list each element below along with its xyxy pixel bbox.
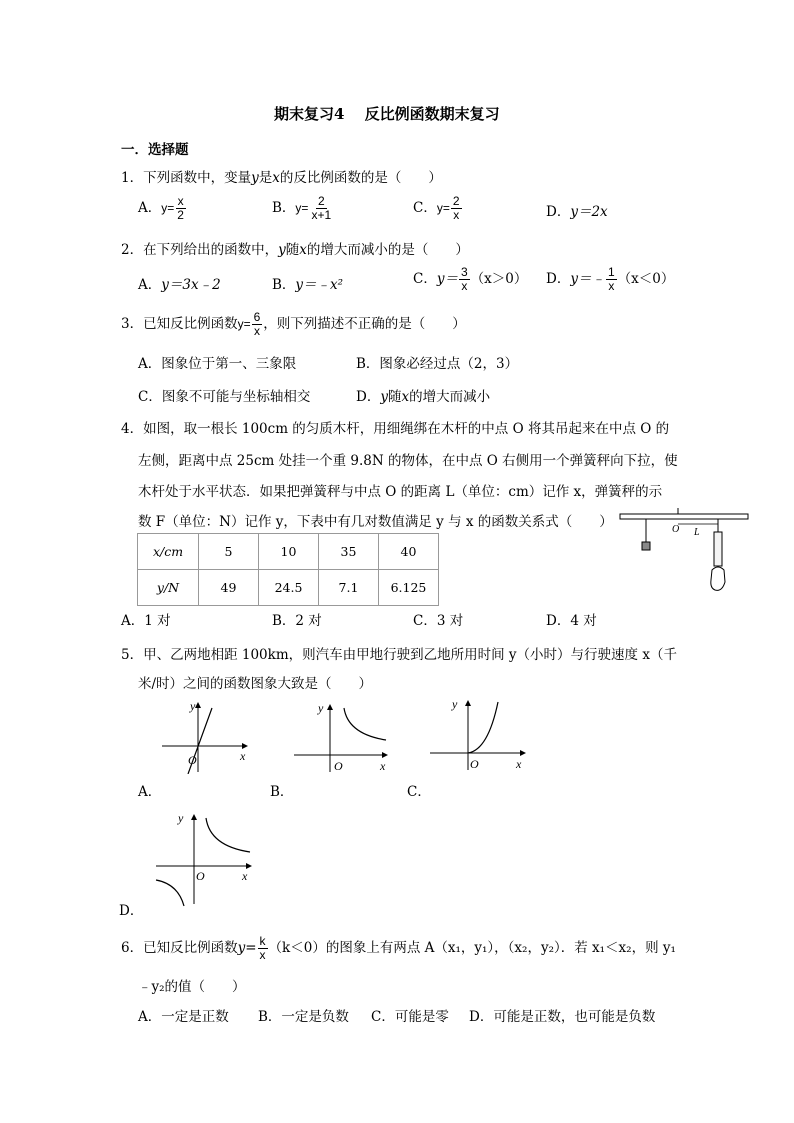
table-cell: 35	[319, 534, 379, 570]
q3-option-a: A．图象位于第一、三象限	[138, 356, 297, 372]
wooden-rod	[620, 514, 748, 519]
parabola-branch	[468, 702, 498, 753]
q1-option-a: A．y= $\frac{x}{2}$	[138, 194, 184, 222]
q5-line-1: 5．甲、乙两地相距 100km，则汽车由甲地行驶到乙地所用时间 y（小时）与行驶速度 x（千	[121, 647, 677, 663]
q5-line-2: 米/时）之间的函数图象大致是（ ）	[138, 676, 373, 692]
table-cell: 10	[259, 534, 319, 570]
table-cell: 5	[199, 534, 259, 570]
axis-label-x: x	[516, 757, 522, 771]
origin-label: O	[470, 757, 479, 771]
q2-option-c: C．y＝ $\frac{3}{x}$ （x＞0）	[413, 265, 528, 293]
y-axis-arrow-icon	[465, 700, 471, 706]
table-cell: y/N	[138, 570, 199, 606]
q6-option-a: A．一定是正数	[138, 1009, 229, 1025]
graph-a	[158, 698, 252, 774]
fig-label-O: O	[672, 524, 680, 535]
q2-option-b: B．y＝﹣x²	[272, 277, 344, 293]
axis-label-y: y	[178, 811, 184, 825]
spring-balance	[714, 532, 722, 566]
fig-label-L: L	[694, 527, 700, 538]
table-row	[138, 534, 439, 570]
q1-option-c: C．y= $\frac{2}{x}$	[413, 194, 460, 222]
q4-line-1: 4．如图，取一根长 100cm 的匀质木杆，用细绳绑在木杆的中点 O 将其吊起来在中点 O 的	[121, 421, 670, 437]
table-cell: 24.5	[259, 570, 319, 606]
origin-label: O	[188, 753, 197, 767]
axis-label-y: y	[190, 699, 196, 713]
q2-option-d: D．y＝﹣ $\frac{1}{x}$ （x＜0）	[546, 265, 675, 293]
hyperbola-branch-third-quadrant	[156, 880, 184, 906]
table-cell: 49	[199, 570, 259, 606]
y-axis-arrow-icon	[195, 702, 201, 708]
graph-c	[428, 696, 532, 772]
page-title: 期末复习4 反比例函数期末复习	[274, 105, 500, 123]
axis-label-y: y	[452, 697, 458, 711]
question-1-stem: 1．下列函数中，变量y是x的反比例函数的是（ ）	[121, 170, 442, 186]
y-axis-arrow-icon	[327, 704, 333, 710]
q6-option-d: D．可能是正数，也可能是负数	[469, 1009, 656, 1025]
q4-line-4: 数 F（单位：N）记作 y，下表中有几对数值满足 y 与 x 的函数关系式（ ）	[138, 514, 613, 530]
q4-option-a: A．1 对	[121, 613, 171, 629]
y-axis-arrow-icon	[191, 814, 197, 820]
q6-option-b: B．一定是负数	[258, 1009, 349, 1025]
q3-option-b: B．图象必经过点（2，3）	[356, 356, 519, 372]
graph-b	[292, 700, 392, 776]
table-cell: x/cm	[138, 534, 199, 570]
section-heading: 一．选择题	[121, 142, 189, 158]
q5-option-d: D．	[119, 903, 144, 919]
hyperbola-branch	[344, 708, 386, 740]
q5-option-a: A．	[138, 784, 162, 800]
question-6-stem: 6．已知反比例函数y= $\frac{k}{x}$ （k＜0）的图象上有两点 A（x₁，y₁），（x₂，y₂）．若 x₁＜x₂，则 y₁	[121, 934, 676, 962]
q4-option-d: D．4 对	[546, 613, 597, 629]
table-row	[138, 570, 439, 606]
lever-figure	[618, 508, 752, 600]
q4-option-c: C．3 对	[413, 613, 464, 629]
table-cell: 40	[379, 534, 439, 570]
q4-line-3: 木杆处于水平状态．如果把弹簧秤与中点 O 的距离 L（单位：cm）记作 x，弹簧秤的示	[138, 484, 663, 500]
question-2-stem: 2．在下列给出的函数中，y随x的增大而减小的是（ ）	[121, 242, 469, 258]
origin-label: O	[334, 759, 343, 773]
axis-label-x: x	[240, 749, 246, 763]
q4-value-table	[137, 533, 439, 606]
q3-option-d: D．y随x的增大而减小	[356, 389, 491, 405]
weight-block	[642, 542, 650, 550]
origin-label: O	[196, 869, 205, 883]
question-3-stem: 3．已知反比例函数y= $\frac{6}{x}$ ，则下列描述不正确的是（ ）	[121, 310, 466, 338]
q1-option-d: D．y＝2x	[546, 204, 608, 220]
table-cell: 6.125	[379, 570, 439, 606]
q6-option-c: C．可能是零	[371, 1009, 449, 1025]
axis-label-x: x	[380, 759, 386, 773]
q4-line-2: 左侧，距离中点 25cm 处挂一个重 9.8N 的物体，在中点 O 右侧用一个弹簧秤向下拉，使	[138, 453, 678, 469]
x-axis-arrow-icon	[382, 752, 388, 758]
table-cell: 7.1	[319, 570, 379, 606]
axis-label-x: x	[242, 869, 248, 883]
hyperbola-branch-first-quadrant	[206, 818, 250, 852]
x-axis-arrow-icon	[520, 750, 526, 756]
axis-label-y: y	[318, 701, 324, 715]
q6-line-2: ﹣y₂的值（ ）	[138, 979, 246, 995]
q3-option-c: C．图象不可能与坐标轴相交	[138, 389, 311, 405]
graph-d	[152, 808, 258, 908]
hand-icon	[711, 567, 725, 590]
q1-option-b: B．y= $\frac{2}{x+1}$	[272, 194, 332, 222]
q5-option-c: C．	[407, 784, 431, 800]
q5-option-b: B．	[270, 784, 294, 800]
q2-option-a: A．y＝3x﹣2	[138, 277, 221, 293]
q4-option-b: B．2 对	[272, 613, 322, 629]
